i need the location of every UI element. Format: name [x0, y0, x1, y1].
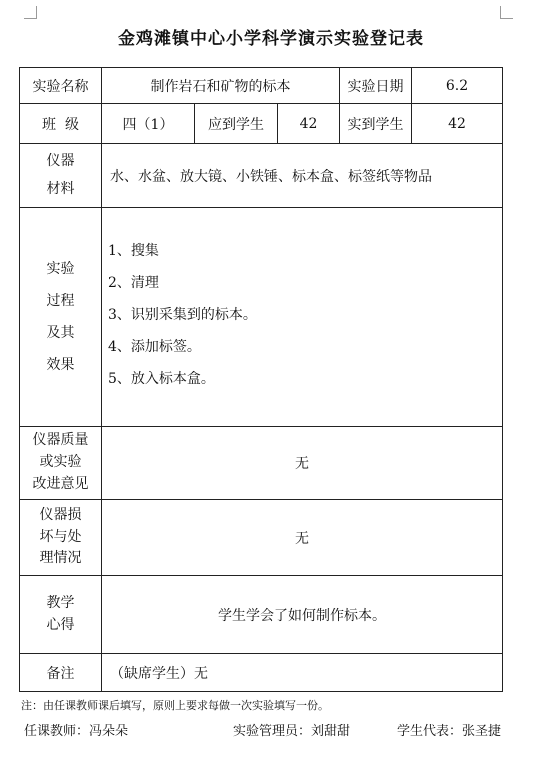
row-improvement: [20, 427, 503, 500]
process-step: 1、搜集: [108, 243, 159, 259]
class-value: 四（1）: [102, 104, 195, 144]
row-teaching-reflection: [20, 576, 503, 654]
lab-manager-signature: 实验管理员：刘甜甜: [233, 724, 351, 739]
page-corner-mark-left: [24, 6, 37, 19]
remarks-label: 备注: [20, 654, 102, 692]
row-damage: [20, 500, 503, 576]
experiment-date-label: 实验日期: [340, 68, 412, 104]
row-process: [20, 208, 503, 427]
expected-students-value: 42: [278, 104, 340, 144]
damage-value: 无: [102, 500, 503, 576]
damage-label: 仪器损 坏与处 理情况: [20, 500, 102, 576]
process-step: 3、识别采集到的标本。: [108, 307, 257, 323]
experiment-register-table: [19, 67, 503, 692]
teaching-reflection-label: 教学 心得: [20, 576, 102, 654]
class-label: 班 级: [20, 104, 102, 144]
process-step: 5、放入标本盒。: [108, 371, 215, 387]
teaching-reflection-value: 学生学会了如何制作标本。: [102, 576, 503, 654]
remarks-value: （缺席学生）无: [102, 654, 503, 692]
page-corner-mark-right: [500, 6, 513, 19]
experiment-name-value: 制作岩石和矿物的标本: [102, 68, 340, 104]
teacher-signature: 任课教师：冯朵朵: [24, 724, 129, 739]
materials-value: 水、水盆、放大镜、小铁锤、标本盒、标签纸等物品: [102, 144, 503, 208]
experiment-date-value: 6.2: [412, 68, 503, 104]
experiment-name-label: 实验名称: [20, 68, 102, 104]
improvement-label: 仪器质量 或实验 改进意见: [20, 427, 102, 500]
actual-students-label: 实到学生: [340, 104, 412, 144]
materials-label: 仪器 材料: [20, 144, 102, 208]
student-rep-signature: 学生代表：张圣捷: [397, 724, 502, 739]
expected-students-label: 应到学生: [195, 104, 278, 144]
improvement-value: 无: [102, 427, 503, 500]
row-materials: [20, 144, 503, 208]
row-remarks: [20, 654, 503, 692]
footnote: 注：由任课教师课后填写，原则上要求每做一次实验填写一份。: [21, 699, 329, 712]
process-steps: [102, 208, 503, 427]
process-step: 2、清理: [108, 275, 159, 291]
process-step: 4、添加标签。: [108, 339, 201, 355]
row-experiment-name: [20, 68, 503, 104]
actual-students-value: 42: [412, 104, 503, 144]
row-class: [20, 104, 503, 144]
page-title: 金鸡滩镇中心小学科学演示实验登记表: [118, 29, 424, 49]
process-label: 实验 过程 及其 效果: [20, 208, 102, 427]
